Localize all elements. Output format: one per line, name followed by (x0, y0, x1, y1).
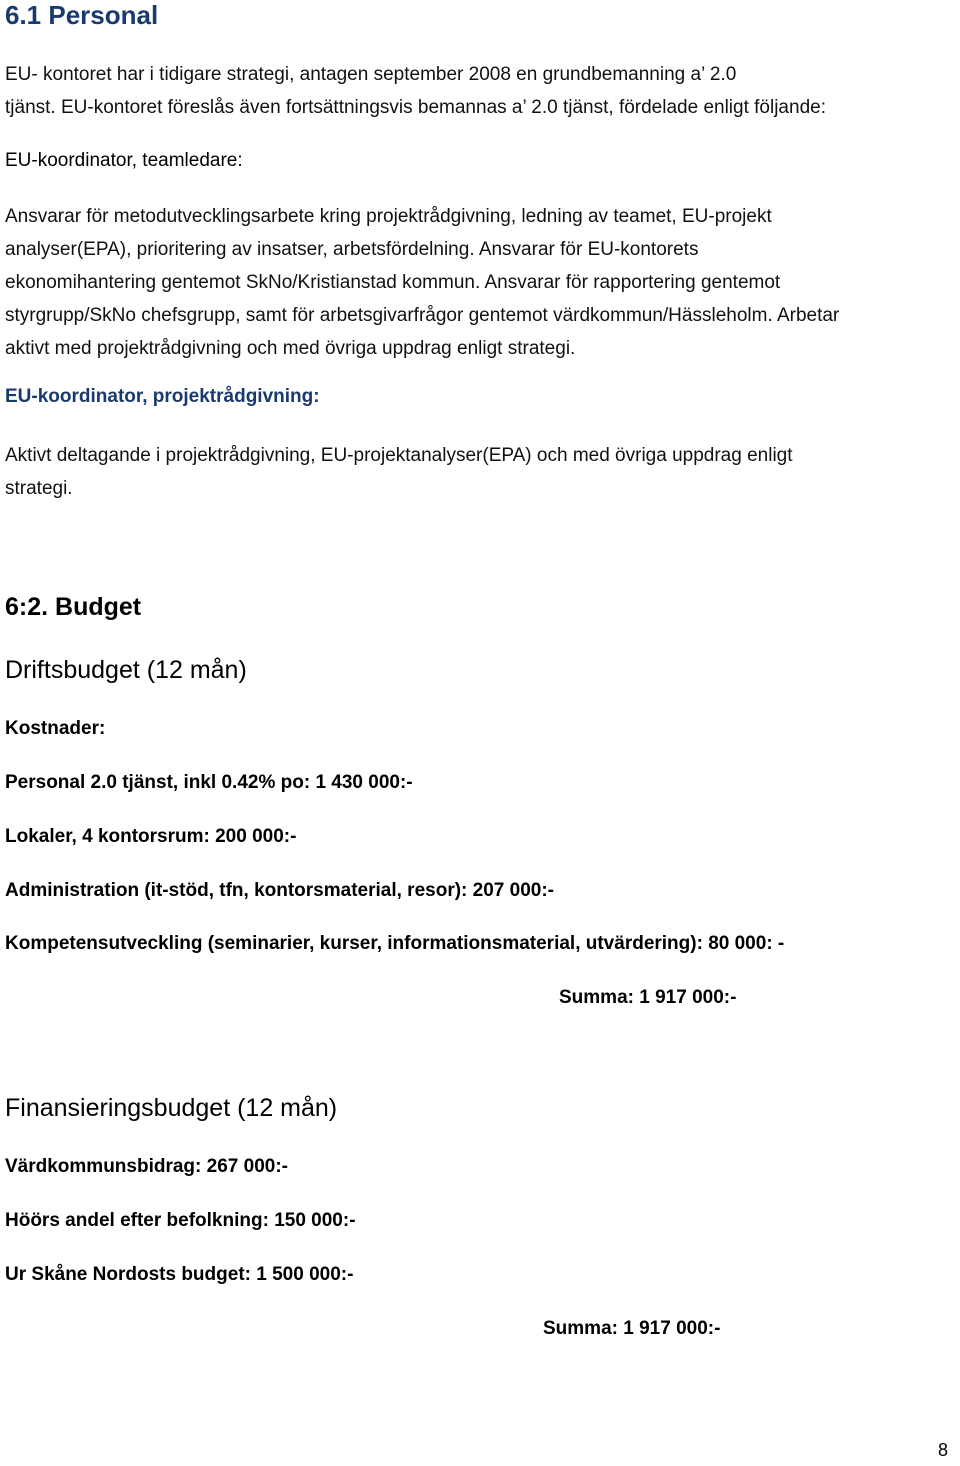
budget-section-heading: 6:2. Budget (5, 593, 142, 621)
drift-sum: Summa: 1 917 000:- (559, 987, 737, 1008)
page-number: 8 (937, 1440, 948, 1460)
intro-line-2: tjänst. EU-kontoret föreslås även fortsättningsvis bemannas a’ 2.0 tjänst, fördelade enligt följande: (5, 97, 826, 118)
cost-item: Administration (it-stöd, tfn, kontorsmaterial, resor): 207 000:- (5, 880, 554, 901)
role1-line: Ansvarar för metodutvecklingsarbete kring projektrådgivning, ledning av teamet, EU-projekt (5, 206, 772, 227)
role2-line: strategi. (5, 478, 73, 499)
cost-item: Lokaler, 4 kontorsrum: 200 000:- (5, 826, 297, 847)
financing-item: Höörs andel efter befolkning: 150 000:- (5, 1210, 356, 1231)
financing-budget-title: Finansieringsbudget (12 mån) (5, 1094, 338, 1122)
personal-section-heading: 6.1 Personal (5, 0, 159, 30)
cost-item: Personal 2.0 tjänst, inkl 0.42% po: 1 430 000:- (5, 772, 413, 793)
role2-title: EU-koordinator, projektrådgivning: (5, 386, 320, 407)
role1-line: ekonomihantering gentemot SkNo/Kristianstad kommun. Ansvarar för rapportering gentemot (5, 272, 781, 293)
role1-title: EU-koordinator, teamledare: (5, 150, 243, 171)
role1-line: analyser(EPA), prioritering av insatser, arbetsfördelning. Ansvarar för EU-kontorets (5, 239, 699, 260)
financing-sum: Summa: 1 917 000:- (543, 1318, 721, 1339)
cost-item: Kompetensutveckling (seminarier, kurser, informationsmaterial, utvärdering): 80 000: - (5, 933, 785, 954)
financing-item: Värdkommunsbidrag: 267 000:- (5, 1156, 288, 1177)
role2-line: Aktivt deltagande i projektrådgivning, EU-projektanalyser(EPA) och med övriga uppdrag enligt (5, 445, 793, 466)
intro-line-1: EU- kontoret har i tidigare strategi, antagen september 2008 en grundbemanning a’ 2.0 (5, 64, 737, 85)
costs-label: Kostnader: (5, 718, 106, 739)
role1-line: styrgrupp/SkNo chefsgrupp, samt för arbetsgivarfrågor gentemot värdkommun/Hässleholm. Arbetar (5, 305, 840, 326)
financing-item: Ur Skåne Nordosts budget: 1 500 000:- (5, 1264, 354, 1285)
role1-line: aktivt med projektrådgivning och med övriga uppdrag enligt strategi. (5, 338, 576, 359)
drift-budget-title: Driftsbudget (12 mån) (5, 656, 247, 684)
